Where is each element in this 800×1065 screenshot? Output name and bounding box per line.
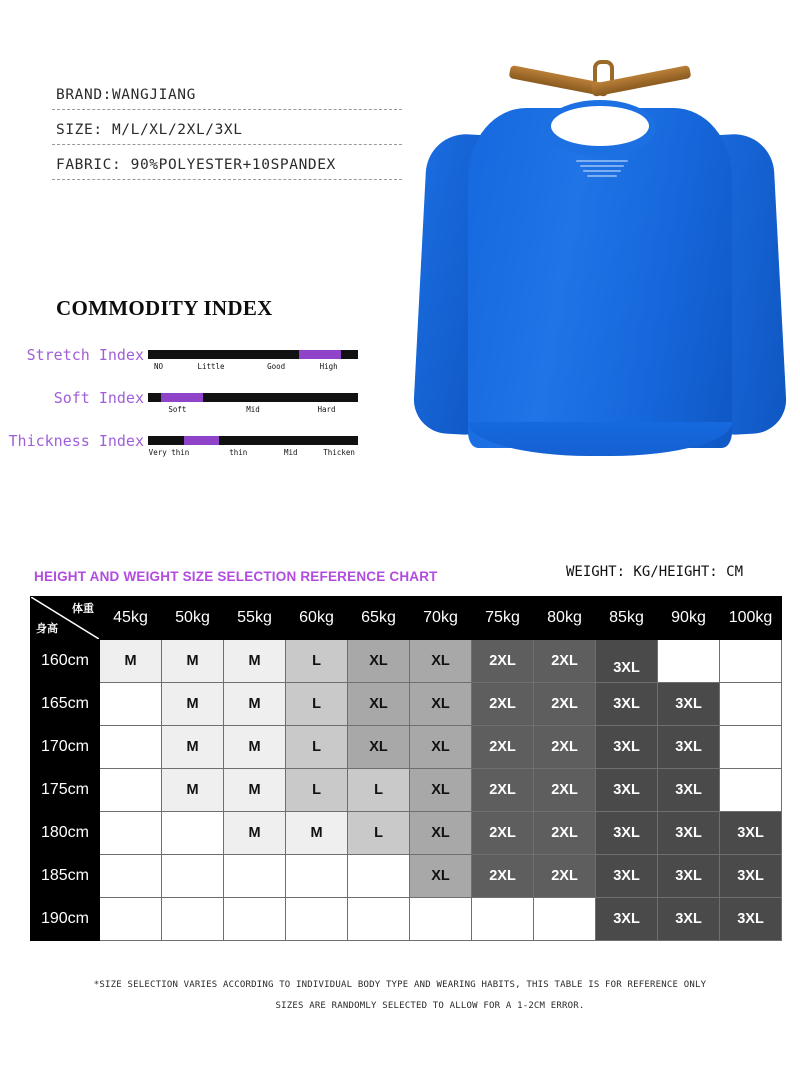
size-cell: M — [224, 683, 286, 726]
size-cell: M — [162, 726, 224, 769]
size-cell: XL — [410, 769, 472, 812]
size-cell: 2XL — [534, 640, 596, 683]
size-cell-empty — [224, 855, 286, 898]
tick-label: Hard — [317, 405, 336, 414]
size-cell: XL — [410, 640, 472, 683]
size-cell-empty — [162, 855, 224, 898]
size-cell: 2XL — [534, 812, 596, 855]
tick-label: Soft — [168, 405, 187, 414]
commodity-index — [0, 340, 370, 469]
column-header-weight: 70kg — [410, 597, 472, 640]
index-label-soft: Soft Index — [53, 389, 144, 407]
column-header-weight: 65kg — [348, 597, 410, 640]
index-marker-thickness — [184, 436, 220, 445]
size-cell: M — [224, 812, 286, 855]
spec-fabric: FABRIC: 90%POLYESTER+10SPANDEX — [56, 157, 336, 173]
size-cell: 2XL — [472, 640, 534, 683]
column-header-weight: 80kg — [534, 597, 596, 640]
size-cell: XL — [410, 855, 472, 898]
column-header-weight: 85kg — [596, 597, 658, 640]
size-cell-empty — [720, 683, 782, 726]
shirt-hem — [468, 422, 732, 456]
tick-label: NO — [153, 362, 164, 371]
size-cell: 3XL — [720, 812, 782, 855]
index-track-stretch[interactable] — [148, 350, 358, 359]
size-cell: 2XL — [472, 726, 534, 769]
size-cell-empty — [534, 898, 596, 941]
size-cell-empty — [100, 683, 162, 726]
index-row-stretch — [0, 340, 370, 383]
row-header-height: 160cm — [31, 640, 100, 683]
size-cell: 3XL — [658, 812, 720, 855]
size-cell: XL — [410, 812, 472, 855]
index-marker-stretch — [299, 350, 341, 359]
index-track-soft[interactable] — [148, 393, 358, 402]
row-header-height: 165cm — [31, 683, 100, 726]
index-row-thickness — [0, 426, 370, 469]
size-cell: M — [162, 640, 224, 683]
index-ticks-soft — [148, 405, 358, 419]
collar-opening — [551, 106, 649, 146]
table-row — [31, 898, 782, 941]
size-cell: 3XL — [596, 898, 658, 941]
table-row — [31, 769, 782, 812]
neck-label — [574, 160, 630, 194]
size-cell: 2XL — [534, 769, 596, 812]
size-cell: 2XL — [472, 855, 534, 898]
size-cell: M — [224, 769, 286, 812]
size-cell-empty — [658, 640, 720, 683]
size-cell: 3XL — [658, 898, 720, 941]
size-cell: L — [286, 769, 348, 812]
column-header-weight: 90kg — [658, 597, 720, 640]
index-label-stretch: Stretch Index — [26, 346, 144, 364]
size-cell: 2XL — [534, 726, 596, 769]
row-header-height: 185cm — [31, 855, 100, 898]
row-header-height: 175cm — [31, 769, 100, 812]
row-header-height: 180cm — [31, 812, 100, 855]
tick-label: High — [319, 362, 338, 371]
tick-label: Little — [197, 362, 225, 371]
table-row — [31, 726, 782, 769]
size-cell-empty — [100, 855, 162, 898]
size-cell-empty — [720, 640, 782, 683]
size-cell: 3XL — [596, 855, 658, 898]
size-cell: M — [100, 640, 162, 683]
table-row — [31, 812, 782, 855]
column-header-weight: 100kg — [720, 597, 782, 640]
product-specs — [52, 84, 402, 189]
column-header-weight: 55kg — [224, 597, 286, 640]
tick-label: thin — [229, 448, 248, 457]
size-cell: XL — [348, 640, 410, 683]
table-row — [31, 683, 782, 726]
size-cell-empty — [720, 769, 782, 812]
commodity-index-title: COMMODITY INDEX — [56, 296, 273, 320]
footnote-line-1: *SIZE SELECTION VARIES ACCORDING TO INDIVIDUAL BODY TYPE AND WEARING HABITS, THIS TABLE IS FOR REFERENCE ONLY — [93, 980, 707, 990]
size-cell: L — [348, 812, 410, 855]
size-cell: XL — [410, 726, 472, 769]
size-chart-units: WEIGHT: KG/HEIGHT: CM — [566, 564, 744, 580]
size-cell-empty — [410, 898, 472, 941]
size-cell-empty — [100, 769, 162, 812]
size-cell: 2XL — [472, 683, 534, 726]
size-chart-table — [30, 596, 782, 941]
size-cell: 3XL — [720, 898, 782, 941]
size-cell: 3XL — [596, 812, 658, 855]
size-cell-empty — [286, 855, 348, 898]
row-header-height: 170cm — [31, 726, 100, 769]
size-cell: 3XL — [658, 726, 720, 769]
size-cell: 3XL — [658, 769, 720, 812]
size-cell-empty — [472, 898, 534, 941]
tick-label: Very thin — [148, 448, 190, 457]
shirt-body — [468, 108, 732, 448]
axis-label-height: 身高 — [36, 623, 58, 635]
size-cell-empty — [348, 898, 410, 941]
index-ticks-stretch — [148, 362, 358, 376]
size-chart-footnote — [0, 975, 800, 1017]
size-cell — [596, 640, 658, 683]
size-cell: M — [162, 683, 224, 726]
size-cell-empty — [162, 812, 224, 855]
size-cell: M — [286, 812, 348, 855]
footnote-line-2: SIZES ARE RANDOMLY SELECTED TO ALLOW FOR A 1-2CM ERROR. — [275, 1001, 585, 1011]
size-cell: M — [162, 769, 224, 812]
spec-divider — [52, 179, 402, 180]
axis-corner-cell — [31, 597, 100, 640]
size-cell-empty — [720, 726, 782, 769]
tick-label: Mid — [284, 448, 298, 457]
tshirt-graphic — [412, 56, 788, 526]
size-cell: L — [286, 683, 348, 726]
size-cell-empty — [224, 898, 286, 941]
size-cell-empty — [100, 726, 162, 769]
tick-label: Mid — [246, 405, 260, 414]
size-cell: L — [348, 769, 410, 812]
index-marker-soft — [161, 393, 203, 402]
column-header-weight: 50kg — [162, 597, 224, 640]
size-cell: XL — [348, 683, 410, 726]
size-cell: 3XL — [596, 726, 658, 769]
size-chart-body — [31, 597, 782, 941]
size-cell: XL — [410, 683, 472, 726]
size-cell: 3XL — [658, 683, 720, 726]
size-cell: L — [286, 726, 348, 769]
size-cell: 2XL — [534, 683, 596, 726]
size-cell: L — [286, 640, 348, 683]
column-header-weight: 75kg — [472, 597, 534, 640]
spec-brand: BRAND:WANGJIANG — [56, 87, 196, 103]
tick-label: Good — [267, 362, 286, 371]
size-cell-empty — [286, 898, 348, 941]
size-cell: 3XL — [596, 769, 658, 812]
size-cell: 2XL — [472, 769, 534, 812]
product-photo — [412, 56, 788, 526]
index-row-soft — [0, 383, 370, 426]
size-cell: 2XL — [534, 855, 596, 898]
size-cell-empty — [100, 898, 162, 941]
spec-divider — [52, 144, 402, 145]
size-cell: 3XL — [720, 855, 782, 898]
size-cell: 2XL — [472, 812, 534, 855]
spec-divider — [52, 109, 402, 110]
column-header-weight: 60kg — [286, 597, 348, 640]
size-cell: M — [224, 726, 286, 769]
size-cell-empty — [100, 812, 162, 855]
size-cell: XL — [348, 726, 410, 769]
table-row — [31, 855, 782, 898]
index-ticks-thickness — [148, 448, 358, 462]
table-row — [31, 640, 782, 683]
axis-label-weight: 体重 — [72, 603, 94, 615]
size-value: 3XL — [613, 660, 640, 676]
index-label-thickness: Thickness Index — [8, 432, 144, 450]
table-header-row — [31, 597, 782, 640]
size-cell: M — [224, 640, 286, 683]
index-track-thickness[interactable] — [148, 436, 358, 445]
size-cell: 3XL — [596, 683, 658, 726]
column-header-weight: 45kg — [100, 597, 162, 640]
size-chart-title: HEIGHT AND WEIGHT SIZE SELECTION REFERENCE CHART — [34, 569, 438, 584]
size-cell: 3XL — [658, 855, 720, 898]
size-cell-empty — [162, 898, 224, 941]
spec-size: SIZE: M/L/XL/2XL/3XL — [56, 122, 243, 138]
row-header-height: 190cm — [31, 898, 100, 941]
tick-label: Thicken — [323, 448, 355, 457]
size-cell-empty — [348, 855, 410, 898]
